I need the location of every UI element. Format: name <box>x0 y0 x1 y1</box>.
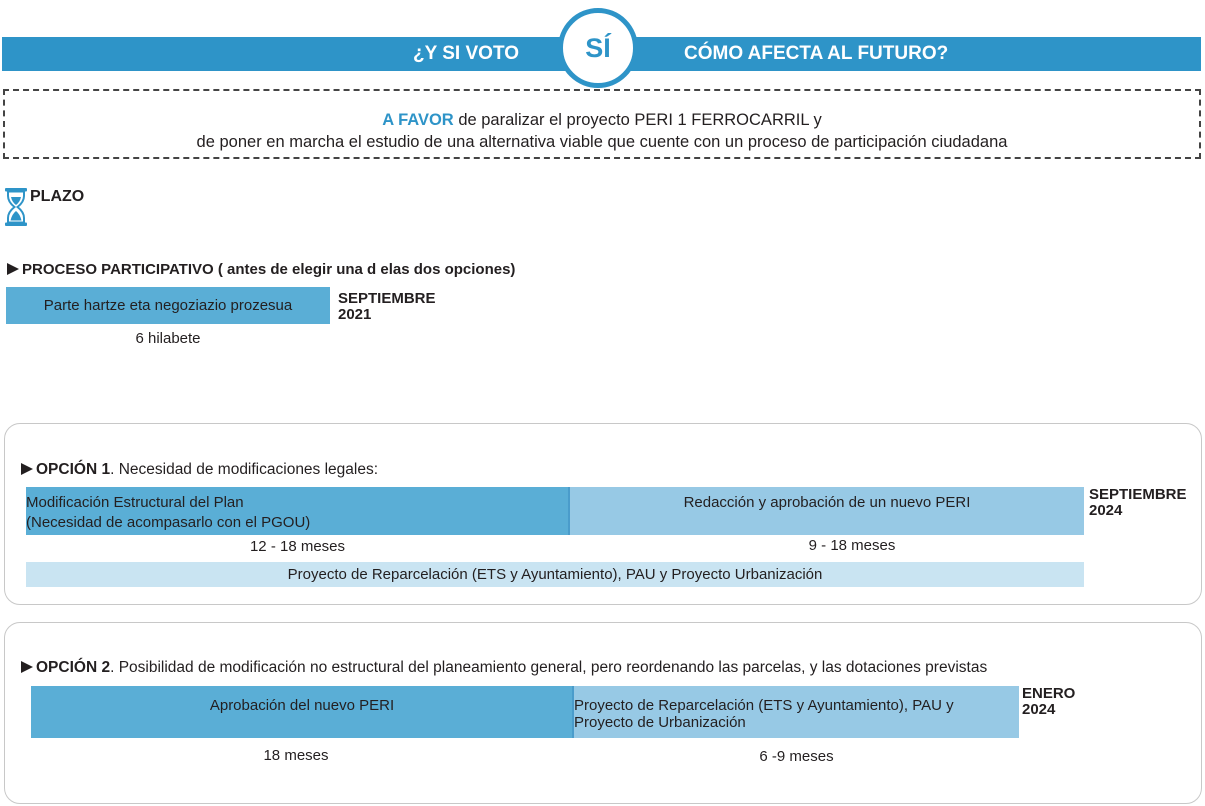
proceso-duration: 6 hilabete <box>135 330 201 347</box>
option-2-bar2-line1: Proyecto de Reparcelación (ETS y Ayuntamiento), PAU y <box>574 697 954 714</box>
option-2-date-year: 2024 <box>1022 701 1056 718</box>
option-2-date-month: ENERO <box>1022 685 1076 702</box>
option-1-title-rest: . Necesidad de modificaciones legales: <box>110 461 379 478</box>
proceso-title <box>7 261 515 278</box>
proceso-date-month: SEPTIEMBRE <box>338 290 436 307</box>
triangle-bullet-icon <box>21 661 33 673</box>
option-1-bar-structural <box>26 487 569 535</box>
option-1-bar1-line2: (Necesidad de acompasarlo con el PGOU) <box>26 514 311 531</box>
triangle-bullet-icon <box>21 463 33 475</box>
option-2-title <box>21 659 987 677</box>
option-1-bar1-line1: Modificación Estructural del Plan <box>26 494 244 511</box>
option-2-bar2-duration: 6 -9 meses <box>759 748 834 765</box>
option-1-bar3-label: Proyecto de Reparcelación (ETS y Ayuntamiento), PAU y Proyecto Urbanización <box>287 566 823 583</box>
proceso-date-year: 2021 <box>338 306 372 323</box>
option-1-date <box>1089 487 1187 519</box>
option-2-title-bold: OPCIÓN 2 <box>36 659 111 676</box>
option-2-bar1-duration: 18 meses <box>263 747 329 764</box>
yes-circle-text: SÍ <box>585 32 611 63</box>
plazo-label: PLAZO <box>30 188 85 205</box>
option-1-bar2-duration: 9 - 18 meses <box>808 537 896 554</box>
option-1-date-month: SEPTIEMBRE <box>1089 486 1187 503</box>
option-1-bar2-label: Redacción y aprobación de un nuevo PERI <box>683 494 971 511</box>
option-2-bar-reparcelacion <box>574 686 1019 738</box>
option-2-bar2-line2: Proyecto de Urbanización <box>574 714 746 731</box>
triangle-bullet-icon <box>7 263 19 275</box>
statement-highlight: A FAVOR <box>382 111 454 129</box>
proceso-bar <box>6 287 330 324</box>
statement-line1-rest: de paralizar el proyecto PERI 1 FERROCARRIL y <box>453 111 822 129</box>
header-question: ¿Y SI VOTO <box>413 43 519 64</box>
header-subtitle: CÓMO AFECTA AL FUTURO? <box>684 43 949 64</box>
option-2-date <box>1022 686 1075 718</box>
hourglass-icon <box>4 187 28 227</box>
proceso-title-text: PROCESO PARTICIPATIVO ( antes de elegir una d elas dos opciones) <box>22 261 516 278</box>
option-1-bar1-duration: 12 - 18 meses <box>249 538 346 555</box>
proceso-bar-label: Parte hartze eta negoziazio prozesua <box>43 297 293 314</box>
proceso-date <box>338 291 436 323</box>
yes-circle-badge <box>558 8 638 88</box>
statement-line-2: de poner en marcha el estudio de una alternativa viable que cuente con un proceso de participación ciudadana <box>196 133 1008 151</box>
statement-line-1 <box>5 109 1199 131</box>
option-1-bar-peri <box>570 487 1084 535</box>
option-1-title <box>21 461 378 479</box>
statement-box <box>3 89 1201 159</box>
option-1-bar-reparcelacion <box>26 562 1084 587</box>
option-2-title-rest: . Posibilidad de modificación no estructural del planeamiento general, pero reordenando las parcelas, y las dotaciones previstas <box>110 659 988 676</box>
option-1-date-year: 2024 <box>1089 502 1123 519</box>
option-1-title-bold: OPCIÓN 1 <box>36 461 111 478</box>
option-2-bar1-label: Aprobación del nuevo PERI <box>209 697 395 714</box>
option-2-bar-peri <box>31 686 573 738</box>
